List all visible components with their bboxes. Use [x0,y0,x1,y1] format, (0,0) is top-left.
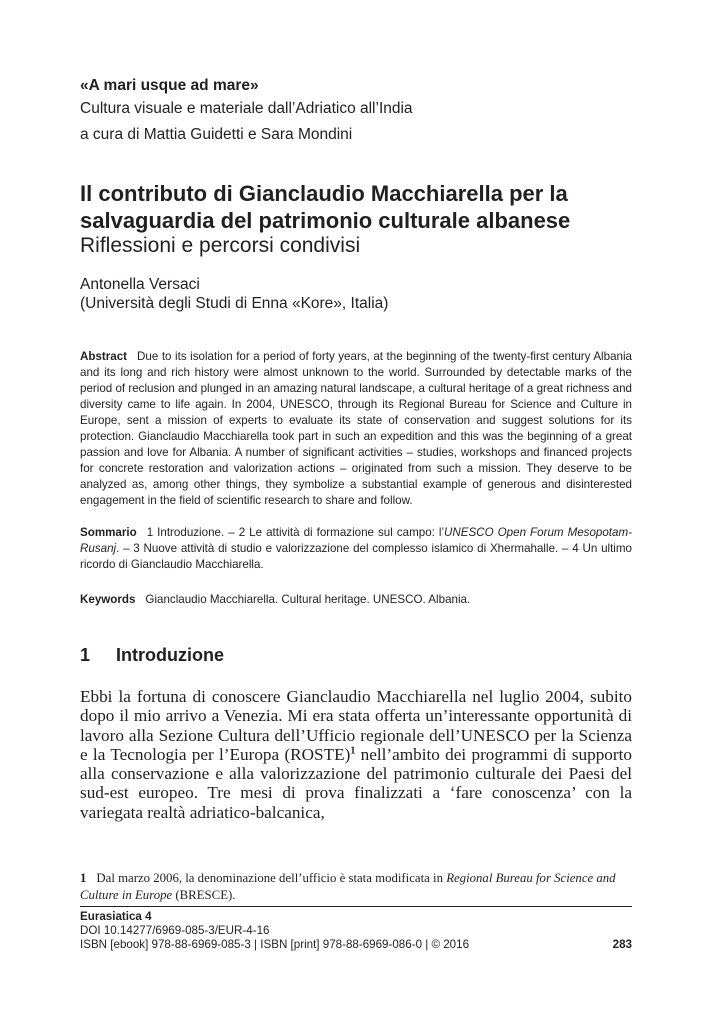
body-text-2: nell’ambito dei programmi di supporto alla conservazione e alla valorizzazione del patrimonio culturale dei Paesi del sud-est europeo. Tre mesi di prova finalizzati a ‘fare conoscenza’ con la variegata realtà adriatico-balcanica, [80,744,632,822]
footnote [80,870,632,904]
footnote-tail: (BRESCE). [172,888,236,902]
series-editors: a cura di Mattia Guidetti e Sara Mondini [80,126,353,143]
footnote-reference: 1 [350,745,356,757]
page-number: 283 [612,938,632,951]
abstract-label: Abstract [80,350,128,363]
body-paragraph [80,687,632,822]
footnote-italic: Regional Bureau for Science and Culture in Europe [80,871,616,902]
author-name: Antonella Versaci [80,276,200,293]
footnote-number: 1 [80,871,87,885]
sommario-label: Sommario [80,526,137,539]
abstract [80,349,632,509]
series-subtitle: Cultura visuale e materiale dall’Adriatico all’India [80,100,413,117]
footnote-text: Dal marzo 2006, la denominazione dell’ufficio è stata modificata in [96,871,447,885]
keywords-text: Gianclaudio Macchiarella. Cultural heritage. UNESCO. Albania. [145,593,471,606]
keywords [80,592,632,608]
sommario [80,525,632,573]
footer-journal: Eurasiatica 4 [80,910,152,923]
sommario-text-italic: UNESCO Open Forum Mesopotam-Rusanj [80,526,632,555]
section-heading [80,645,224,666]
footer-isbn: ISBN [ebook] 978-88-6969-085-3 | ISBN [print] 978-88-6969-086-0 | © 2016 [80,938,470,951]
series-title: «A mari usque ad mare» [80,77,259,94]
article-title: Il contributo di Gianclaudio Macchiarella per la salvaguardia del patrimonio culturale albanese [80,181,571,233]
abstract-text: Due to its isolation for a period of forty years, at the beginning of the twenty-first century Albania and its long and rich history were almost unknown to the world. Surrounded by detectable marks of the period of reclusion and plunged in an amazing natural landscape, a cultural heritage of a great richness and diversity came to life again. In 2004, UNESCO, through its Regional Bureau for Science and Culture in Europe, sent a mission of experts to evaluate its state of conservation and suggest solutions for its protection. Gianclaudio Macchiarella took part in such an expedition and this was the beginning of a great passion and love for Albania. A number of significant activities – studies, workshops and financed projects for concrete restoration and valorization actions – originated from such a mission. They deserve to be analyzed as, among other things, they symbolize a substantial example of generous and disinterested engagement in the field of scientific research to share and follow. [80,350,632,507]
body-text-1: Ebbi la fortuna di conoscere Gianclaudio Macchiarella nel luglio 2004, subito dopo il mio arrivo a Venezia. Mi era stata offerta un’interessante opportunità di lavoro alla Sezione Cultura dell’Ufficio regionale dell’UNESCO per la Scienza e la Tecnologia per l’Europa (ROSTE) [80,687,632,764]
section-title: Introduzione [116,645,224,665]
sommario-text-1: 1 Introduzione. – 2 Le attività di formazione sul campo: l’ [146,526,445,539]
author-affiliation: (Università degli Studi di Enna «Kore», Italia) [80,295,389,312]
article-subtitle: Riflessioni e percorsi condivisi [80,234,361,257]
section-number: 1 [80,645,91,665]
footer-divider [80,906,632,907]
sommario-text-2: . – 3 Nuove attività di studio e valorizzazione del complesso islamico di Xhermahalle. – 4 Un ultimo ricordo di Gianclaudio Macchiarella. [80,542,632,571]
footer-doi: DOI 10.14277/6969-085-3/EUR-4-16 [80,924,270,937]
keywords-label: Keywords [80,593,136,606]
